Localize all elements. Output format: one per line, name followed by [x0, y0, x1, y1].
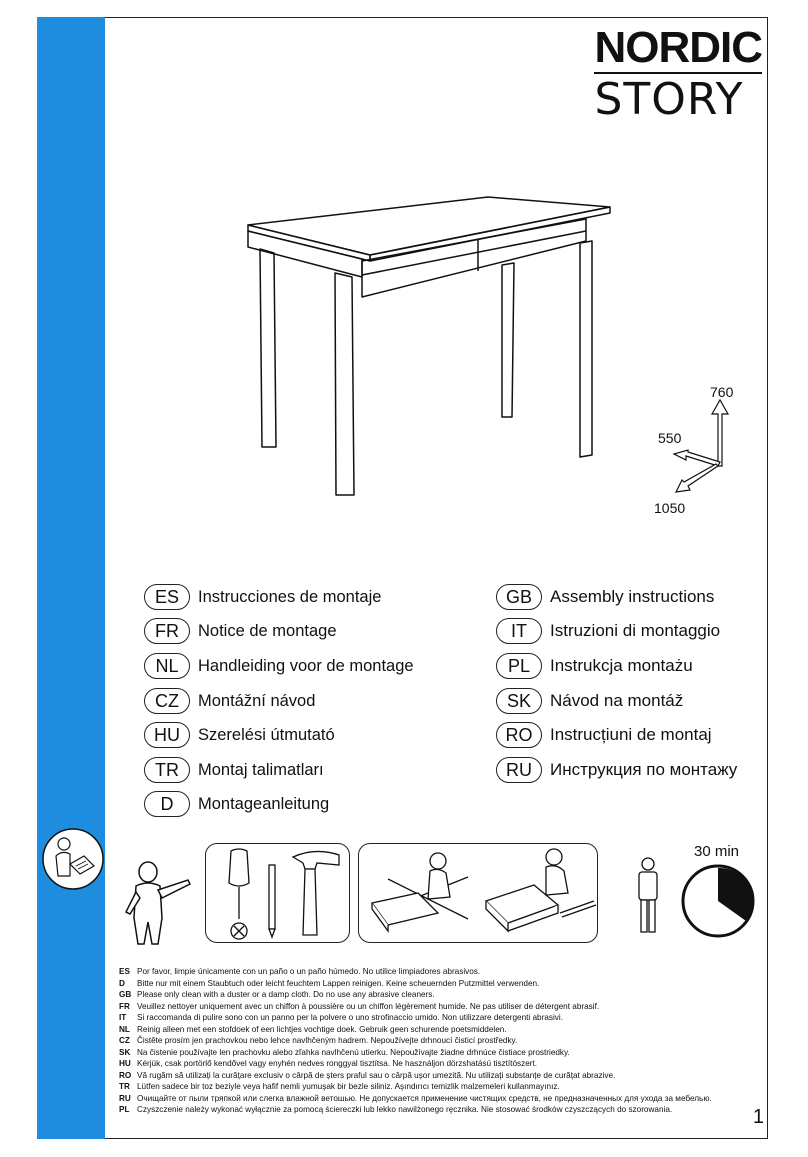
brand-line2: STORY	[594, 74, 744, 125]
care-note-ru: RU Очищайте от пыли тряпкой или слегка влажной ветошью. Не допускается применение чистящих средств, не предназначенных для ухода за мебелью.	[119, 1093, 712, 1103]
lang-item-nl: NL Handleiding voor de montage	[144, 653, 414, 679]
care-note-tr: TR Lütfen sadece bir toz beziyle veya hafif nemli yumuşak bir bezle siliniz. Aşındırıcı temizlik malzemeleri kullanmayınız.	[119, 1082, 560, 1091]
read-manual-icon	[40, 826, 106, 892]
lang-item-cz: CZ Montážní návod	[144, 688, 315, 714]
assembly-time: 30 min	[694, 843, 740, 860]
care-note-fr: FR Veuillez nettoyer uniquement avec un chiffon à poussière ou un chiffon légèrement humide. Ne pas utiliser de détergent abrasif.	[119, 1001, 600, 1011]
care-note-pl: PL Czyszczenie należy wykonać wyłącznie za pomocą ściereczki lub lekko nawilżonego ręcznika. Nie stosować środków czyszczących do szorowania.	[119, 1105, 673, 1114]
lang-item-hu: HU Szerelési útmutató	[144, 722, 335, 748]
hammer-icon	[293, 851, 339, 935]
width-dimension: 1050	[654, 500, 686, 516]
care-notes	[119, 966, 759, 1116]
tools-illustration	[205, 843, 350, 943]
lang-item-es: ES Instrucciones de montaje	[144, 584, 381, 610]
care-note-d: D Bitte nur mit einem Staubtuch oder leicht feuchtem Lappen reinigen. Keine scheuernden Putzmittel verwenden.	[119, 978, 540, 988]
lang-item-pl: PL Instrukcja montażu	[496, 653, 693, 679]
care-note-it: IT Si raccomanda di pulire sono con un panno per la polvere o uno strofinaccio umido. Non utilizzare detergenti abrasivi.	[119, 1013, 563, 1022]
care-note-ro: RO Vă rugăm să utilizați la curățare exclusiv o cârpă de șters praful sau o cârpă ușor umezită. Nu utilizați substanțe de curățat abrazive.	[119, 1070, 616, 1080]
desk-illustration	[240, 185, 620, 505]
screwdriver-icon	[229, 849, 249, 939]
pencil-icon	[269, 865, 275, 937]
blue-side-strip	[37, 17, 105, 1139]
lang-item-it: IT Istruzioni di montaggio	[496, 618, 720, 644]
page-number: 1	[752, 1106, 764, 1128]
height-dimension: 760	[710, 384, 734, 400]
assembly-on-floor-icon	[358, 843, 598, 943]
lang-item-gb: GB Assembly instructions	[496, 584, 714, 610]
lang-item-tr: TR Montaj talimatları	[144, 757, 324, 783]
lang-item-sk: SK Návod na montáž	[496, 688, 683, 714]
lang-item-fr: FR Notice de montage	[144, 618, 337, 644]
care-note-es: ES Por favor, limpie únicamente con un paño o un paño húmedo. No utilice limpiadores abrasivos.	[119, 967, 481, 976]
lang-item-ro: RO Instrucțiuni de montaj	[496, 722, 712, 748]
brand-logo	[594, 23, 762, 125]
care-note-sk: SK Na čistenie používajte len prachovku alebo zľahka navlhčenú utierku. Nepoužívajte žiadne drhnúce čistiace prostriedky.	[119, 1047, 570, 1057]
one-person-icon	[633, 856, 663, 936]
care-note-gb: GB Please only clean with a duster or a damp cloth. Do no use any abrasive cleaners.	[119, 990, 435, 999]
person-pointing-icon	[118, 858, 208, 948]
clock-icon	[680, 863, 756, 939]
lang-item-ru: RU Инструкция по монтажу	[496, 757, 737, 783]
depth-dimension: 550	[658, 430, 682, 446]
lang-item-d: D Montageanleitung	[144, 791, 329, 817]
care-note-hu: HU Kérjük, csak portörlő kendővel vagy enyhén nedves ronggyal tisztítsa. Ne használjon dörzshatású tisztítószert.	[119, 1059, 538, 1068]
brand-line1: NORDIC	[594, 23, 762, 72]
care-note-cz: CZ Čistěte prosím jen prachovkou nebo lehce navlhčeným hadrem. Nepoužívejte drhnoucí čisticí prostředky.	[119, 1036, 518, 1045]
care-note-nl: NL Reinig alleen met een stofdoek of een lichtjes vochtige doek. Gebruik geen schurende poetsmiddelen.	[119, 1024, 507, 1034]
